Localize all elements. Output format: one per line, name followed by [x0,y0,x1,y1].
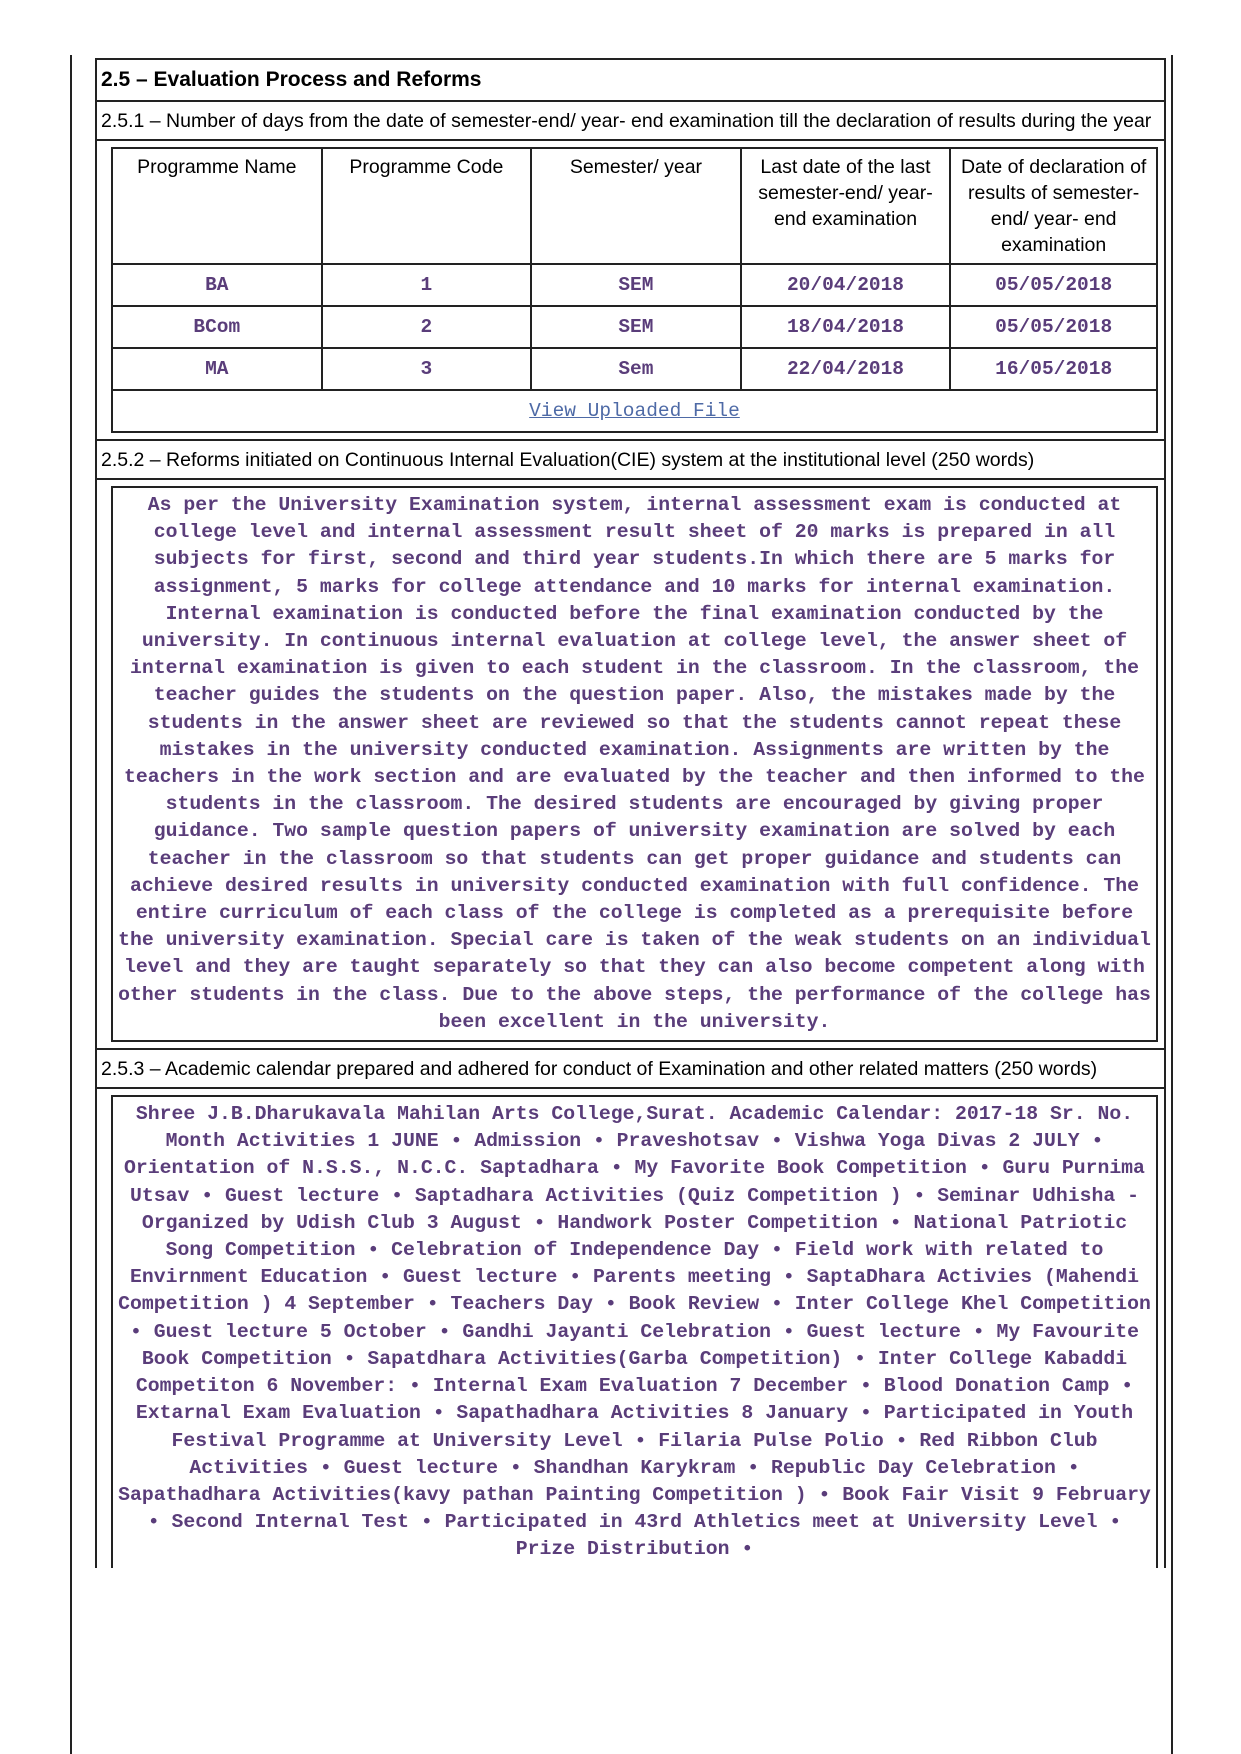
answer-2-5-2-text: As per the University Examination system, internal assessment exam is conducted at college level and internal assessment result sheet of 20 marks is prepared in all subjects for first, second and third year students.In which there are 5 marks for assignment, 5 marks for college attendance and 10 marks for internal examination. Internal examination is conducted before the final examination conducted by the university. In continuous internal evaluation at college level, the answer sheet of internal examination is given to each student in the classroom. In the classroom, the teacher guides the students on the question paper. Also, the mistakes made by the students in the answer sheet are reviewed so that the students cannot repeat these mistakes in the university conducted examination. Assignments are written by the teachers in the work section and are evaluated by the teacher and then informed to the students in the classroom. The desired students are encouraged by giving proper guidance. Two sample question papers of university examination are solved by each teacher in the classroom so that students can get proper guidance and students can achieve desired results in university conducted examination with full confidence. The entire curriculum of each class of the college is completed as a prerequisite before the university examination. Special care is taken of the weak students on an individual level and they are taught separately so that they can also become competent along with other students in the class. Due to the above steps, the performance of the college has been excellent in the university. [111,486,1158,1042]
section-title: 2.5 – Evaluation Process and Reforms [97,60,1164,102]
question-2-5-3: 2.5.3 – Academic calendar prepared and adhered for conduct of Examination and other related matters (250 words) [97,1050,1164,1089]
right-margin-rule [1171,55,1173,1754]
cell-programme-name: BCom [112,306,322,348]
cell-programme-name: MA [112,348,322,390]
question-2-5-1: 2.5.1 – Number of days from the date of semester-end/ year- end examination till the declaration of results during the year [97,102,1164,141]
cell-last-exam-date: 18/04/2018 [741,306,951,348]
col-header-programme-name: Programme Name [112,148,322,264]
col-header-semester-year: Semester/ year [531,148,741,264]
answer-2-5-3-wrap [97,1089,1164,1567]
col-header-last-exam-date: Last date of the last semester-end/ year- end examination [741,148,951,264]
programme-results-table [111,147,1158,433]
table-header-row [112,148,1157,264]
table-row [112,348,1157,390]
cell-programme-name: BA [112,264,322,306]
table-row [112,306,1157,348]
col-header-programme-code: Programme Code [322,148,532,264]
table-link-row [112,390,1157,432]
cell-result-date: 16/05/2018 [950,348,1157,390]
cell-programme-code: 3 [322,348,532,390]
cell-result-date: 05/05/2018 [950,264,1157,306]
programme-table-wrap [97,141,1164,441]
cell-result-date: 05/05/2018 [950,306,1157,348]
section-frame [95,58,1166,1568]
col-header-result-date: Date of declaration of results of semester- end/ year- end examination [950,148,1157,264]
cell-programme-code: 1 [322,264,532,306]
view-uploaded-file-link[interactable]: View Uploaded File [112,390,1157,432]
cell-semester: Sem [531,348,741,390]
left-margin-rule [70,55,72,1754]
question-2-5-2: 2.5.2 – Reforms initiated on Continuous Internal Evaluation(CIE) system at the institutional level (250 words) [97,441,1164,480]
table-row [112,264,1157,306]
cell-last-exam-date: 20/04/2018 [741,264,951,306]
cell-semester: SEM [531,306,741,348]
cell-semester: SEM [531,264,741,306]
answer-2-5-3-text: Shree J.B.Dharukavala Mahilan Arts College,Surat. Academic Calendar: 2017-18 Sr. No. Month Activities 1 JUNE • Admission • Praveshotsav • Vishwa Yoga Divas 2 JULY • Orientation of N.S.S., N.C.C. Saptadhara • My Favorite Book Competition • Guru Purnima Utsav • Guest lecture • Saptadhara Activities (Quiz Competition ) • Seminar Udhisha - Organized by Udish Club 3 August • Handwork Poster Competition • National Patriotic Song Competition • Celebration of Independence Day • Field work with related to Envirnment Education • Guest lecture • Parents meeting • SaptaDhara Activies (Mahendi Competition ) 4 September • Teachers Day • Book Review • Inter College Khel Competition • Guest lecture 5 October • Gandhi Jayanti Celebration • Guest lecture • My Favourite Book Competition • Sapatdhara Activities(Garba Competition) • Inter College Kabaddi Competiton 6 November: • Internal Exam Evaluation 7 December • Blood Donation Camp • Extarnal Exam Evaluation • Sapathadhara Activities 8 January • Participated in Youth Festival Programme at University Level • Filaria Pulse Polio • Red Ribbon Club Activities • Guest lecture • Shandhan Karykram • Republic Day Celebration • Sapathadhara Activities(kavy pathan Painting Competition ) • Book Fair Visit 9 February • Second Internal Test • Participated in 43rd Athletics meet at University Level • Prize Distribution • [111,1095,1158,1567]
cell-last-exam-date: 22/04/2018 [741,348,951,390]
cell-programme-code: 2 [322,306,532,348]
answer-2-5-2-wrap [97,480,1164,1050]
